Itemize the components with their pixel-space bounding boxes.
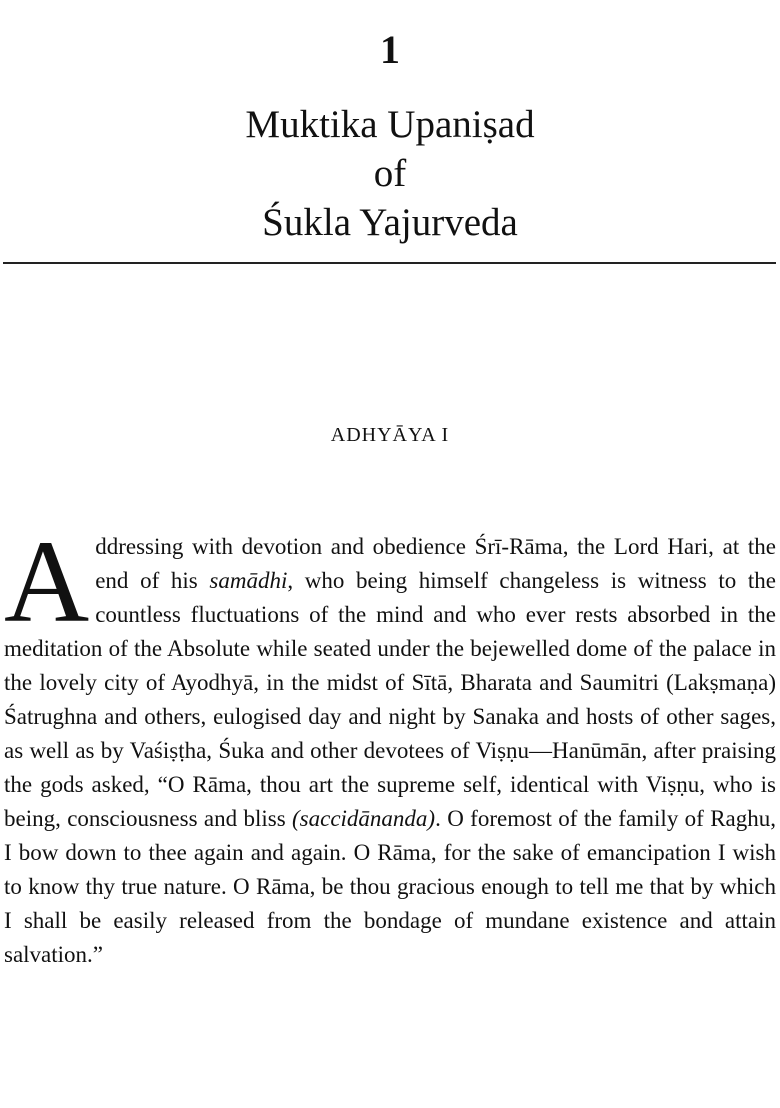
chapter-title-line-3: Śukla Yajurveda: [262, 201, 518, 244]
drop-cap: A: [4, 516, 90, 647]
paragraph-italic-1: samādhi: [209, 568, 288, 593]
chapter-title-line-1: Muktika Upaniṣad: [245, 103, 535, 146]
paragraph-text-2: , who being himself changeless is witness to the countless fluctuations of the mind and who ever rests absorbed in the meditation of the Absolute while seated under the bejewelled dome of the palace in the lovely city of Ayodhyā, in the midst of Sītā, Bharata and Saumitri (Lakṣmaṇa) Śatrughna and others, eulogised day and night by Sanaka and hosts of other sages, as well as by Vaśiṣṭha, Śuka and other devotees of Viṣṇu—Hanūmān, after praising the gods asked, “O Rāma, thou art the supreme self, identical with Viṣṇu, who is being, consciousness and bliss: [4, 568, 777, 831]
section-heading: ADHYĀYA I: [330, 424, 450, 446]
chapter-title: [0, 100, 780, 247]
paragraph-italic-2: (saccidānanda): [292, 806, 436, 831]
title-divider: [3, 262, 776, 264]
paragraph-text-3: . O foremost of the family of Raghu, I bow down to thee again and again. O Rāma, for the sake of emancipation I wish to know thy true nature. O Rāma, be thou gracious enough to tell me that by which I shall be easily released from the bondage of mundane existence and attain salvation.”: [4, 806, 777, 967]
body-paragraph: [4, 516, 777, 972]
paragraph-text-1: ddressing with devotion and obedience Śrī-Rāma, the Lord Hari, at the end of his: [95, 534, 776, 593]
chapter-title-line-2: of: [373, 152, 407, 195]
chapter-number: 1: [380, 27, 400, 72]
